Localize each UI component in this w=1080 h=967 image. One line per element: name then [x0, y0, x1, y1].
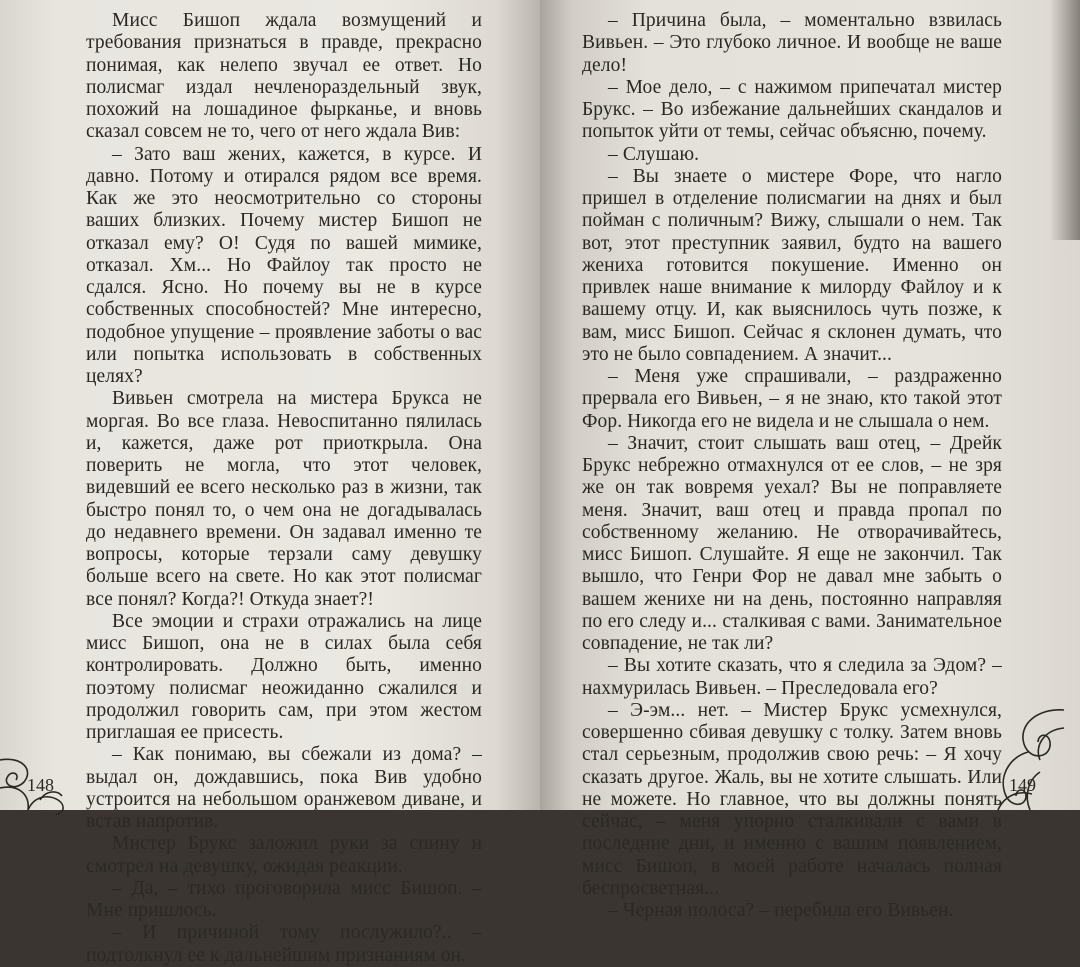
- paragraph: – Черная полоса? – перебила его Вивьен.: [608, 900, 954, 921]
- paragraph: – Причина была, – моментально взвилась Вивьен. – Это глубоко личное. И вообще не ваше дело!: [582, 10, 1002, 76]
- corner-ornament-icon: [0, 730, 90, 810]
- paragraph: – Зато ваш жених, кажется, в курсе. И давно. Потому и отирался рядом все время. Как же это неосмотрительно со стороны ваших близких. Почему мистер Бишоп не отказал ему? О! Судя по вашей мимике, отказал. Хм... Но Файлоу так просто не сдался. Ясно. Но почему вы не в курсе собственных способностей? Мне интересно, подобное упущение – проявление заботы о вас или попытка использовать в собственных целях?: [86, 143, 482, 387]
- paragraph: – Вы знаете о мистере Форе, что нагло пришел в отделение полисмагии на днях и был пойман с поличным? Вижу, слышали о нем. Так вот, этот преступник заявил, будто на вашего жениха готовится покушение. Именно он привлек наше внимание к милорду Файлоу и к вашему отцу. И, как выяснилось чуть позже, к вам, мисс Бишоп. Сейчас я склонен думать, что это не было совпадением. А значит...: [582, 165, 1002, 365]
- left-page: [0, 0, 540, 966]
- paragraph: Мистер Брукс заложил руки за спину и смотрел на девушку, ожидая реакции.: [86, 833, 482, 877]
- page-number: 149: [1009, 775, 1036, 795]
- left-page-text: [86, 10, 482, 967]
- page-number: 148: [27, 775, 54, 795]
- paragraph: Вивьен смотрела на мистера Брукса не моргая. Во все глаза. Невоспитанно пялилась и, кажется, даже рот приоткрыла. Она поверить не могла, что этот человек, видевший ее всего несколько раз в жизни, так быстро понял то, о чем она не догадывалась до недавнего времени. Он задавал именно те вопросы, которые терзали саму девушку больше всего на свете. Но как этот полисмаг все понял? Когда?! Откуда знает?!: [86, 388, 482, 610]
- paragraph: – Мое дело, – с нажимом припечатал мистер Брукс. – Во избежание дальнейших скандалов и попыток уйти от темы, сейчас объясню, почему.: [582, 76, 1002, 143]
- paragraph: – Значит, стоит слышать ваш отец, – Дрейк Брукс небрежно отмахнулся от ее слов, – не зря же он так вовремя уехал? Вы не поправляете меня. Значит, ваш отец и правда пропал по собственному желанию. Не отворачивайтесь, мисс Бишоп. Слушайте. Я еще не закончил. Так вышло, что Генри Фор не давал мне забыть о вашем женихе ни на день, постоянно направляя по его следу и... сталкивая с вами. Занимательное совпадение, не так ли?: [582, 432, 1002, 654]
- paragraph: Мисс Бишоп ждала возмущений и требования признаться в правде, прекрасно понимая, как нелепо звучал ее ответ. Но полисмаг издал нечленораздельный звук, похожий на лошадиное фырканье, и вновь сказал совсем не то, чего от него ждала Вив:: [86, 10, 482, 143]
- paragraph: – Как понимаю, вы сбежали из дома? – выдал он, дождавшись, пока Вив удобно устроится на небольшом оранжевом диване, и встав напротив.: [86, 744, 482, 832]
- paragraph: – Вы хотите сказать, что я следила за Эдом? – нахмурилась Вивьен. – Преследовала его?: [582, 655, 1002, 699]
- right-page-text: [582, 10, 1002, 922]
- paragraph: – Да, – тихо проговорила мисс Бишоп. – Мне пришлось.: [86, 877, 482, 921]
- paragraph: – Слушаю.: [608, 143, 700, 165]
- right-page: [540, 0, 1080, 921]
- paragraph: – Э-эм... нет. – Мистер Брукс усмехнулся, совершенно сбивая девушку с толку. Затем вновь стал серьезным, продолжив свою речь: – Я хочу сказать другое. Жаль, вы не хотите слышать. Или не можете. Но главное, что вы должны понять сейчас, – меня упорно сталкивали с вами в последние дни, и именно с вашим появлением, мисс Бишоп, в моей работе началась полная беспросветная...: [582, 699, 1002, 899]
- paragraph: Все эмоции и страхи отражались на лице мисс Бишоп, она не в силах была себя контролировать. Должно быть, именно поэтому полисмаг неожиданно сжалился и продолжил говорить сам, при этом жестом приглашая ее присесть.: [86, 610, 482, 743]
- paragraph: – Меня уже спрашивали, – раздраженно прервала его Вивьен, – я не знаю, кто такой этот Фор. Никогда его не видела и не слышала о нем.: [582, 366, 1002, 432]
- paragraph: – И причиной тому послужило?.. – подтолкнул ее к дальнейшим признаниям он.: [86, 922, 482, 966]
